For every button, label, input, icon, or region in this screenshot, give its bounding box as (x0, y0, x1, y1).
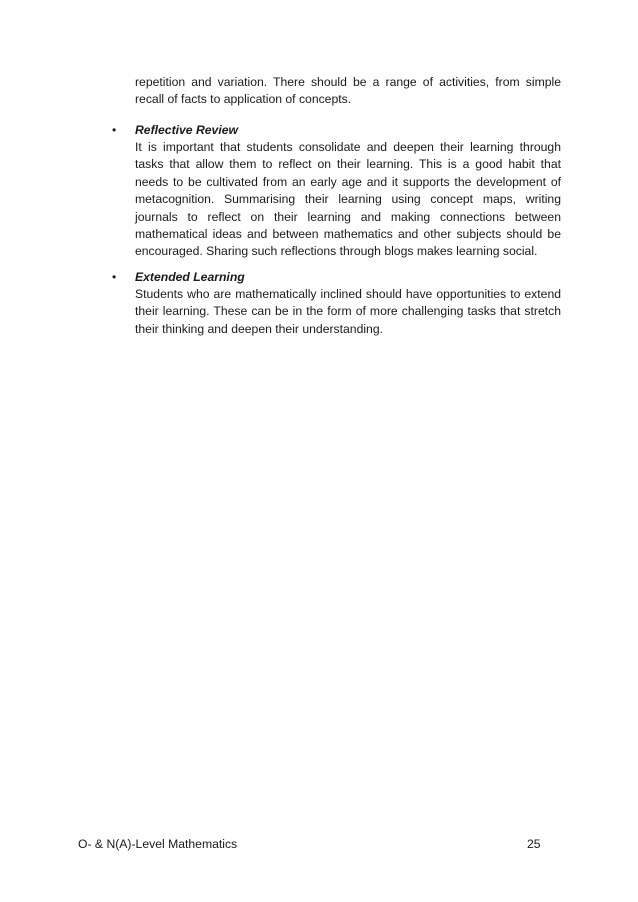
page-number: 25 (527, 837, 541, 851)
bullet-icon: • (112, 123, 117, 137)
item-body: Students who are mathematically inclined should have opportunities to extend their learning. These can be in the form of more challenging tasks that stretch their thinking and deepen their understanding. (135, 287, 561, 336)
item-heading: Reflective Review (135, 123, 238, 137)
item-body: It is important that students consolidate and deepen their learning through tasks that allow them to reflect on their learning. This is a good habit that needs to be cultivated from an early age and it supports the development of metacognition. Summarising their learning using concept maps, writing journals to reflect on their learning and making connections between mathematical ideas and between mathematics and other subjects should be encouraged. Sharing such reflections through blogs makes learning social. (135, 140, 561, 259)
footer-title: O- & N(A)-Level Mathematics (78, 837, 238, 851)
bullet-icon: • (112, 270, 117, 284)
item-heading: Extended Learning (135, 270, 245, 284)
continued-paragraph: repetition and variation. There should be a range of activities, from simple recall of facts to application of concepts. (135, 75, 561, 107)
